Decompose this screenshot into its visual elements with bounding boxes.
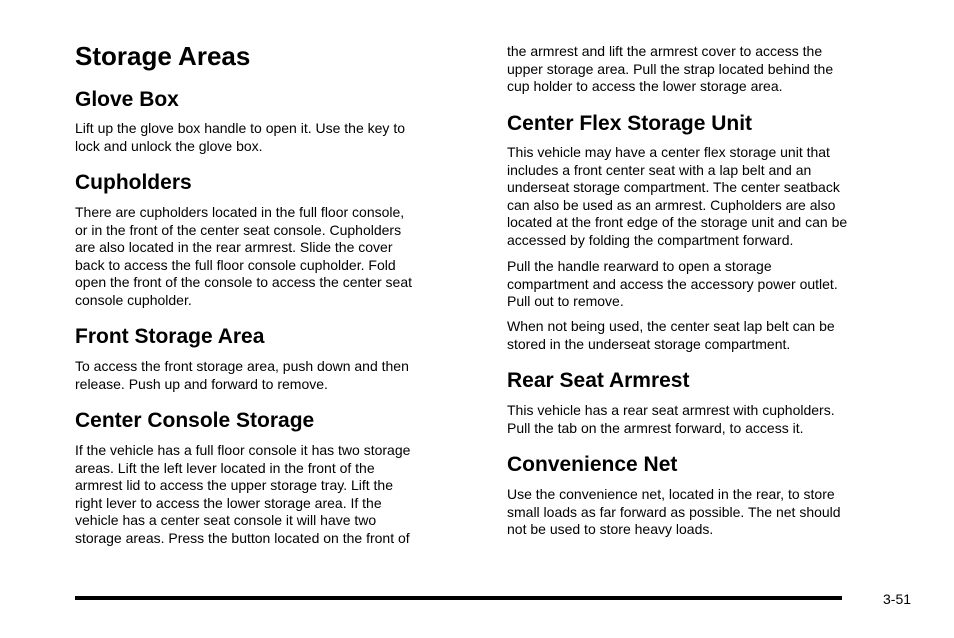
paragraph-center-console-storage	[75, 442, 475, 548]
footer-rule	[75, 596, 842, 600]
heading-convenience-net: Convenience Net	[507, 453, 678, 476]
paragraph-cupholders	[75, 204, 475, 310]
text-line: are also located in the rear armrest. Slide the cover	[75, 239, 393, 256]
paragraph-center-flex-2	[507, 258, 907, 311]
text-line: lock and unlock the glove box.	[75, 137, 263, 154]
text-line: underseat storage compartment. The center seatback	[507, 179, 840, 196]
paragraph-center-flex-1	[507, 144, 907, 250]
page-number: 3-51	[883, 591, 912, 607]
text-line: back to access the full floor console cupholder. Fold	[75, 256, 396, 273]
text-line: If the vehicle has a full floor console it has two storage	[75, 442, 411, 458]
heading-glove-box: Glove Box	[75, 88, 179, 111]
paragraph-center-flex-3	[507, 318, 907, 353]
text-line: There are cupholders located in the full floor console,	[75, 204, 405, 220]
text-line: not be used to store heavy loads.	[507, 521, 714, 538]
text-line: This vehicle has a rear seat armrest with cupholders.	[507, 402, 835, 418]
text-line: This vehicle may have a center flex storage unit that	[507, 144, 830, 160]
text-line: small loads as far forward as possible. The net should	[507, 503, 841, 520]
text-line: open the front of the console to access the center seat	[75, 274, 412, 291]
paragraph-rear-seat-armrest	[507, 402, 907, 437]
heading-center-flex-storage-unit: Center Flex Storage Unit	[507, 112, 753, 135]
text-line: Pull out to remove.	[507, 293, 624, 310]
text-line: storage areas. Press the button located on the front of	[75, 529, 410, 546]
text-line: located at the front edge of the storage unit and can be	[507, 214, 848, 231]
text-line: accessed by folding the compartment forward.	[507, 231, 794, 248]
page-title: Storage Areas	[75, 41, 251, 71]
text-line: armrest lid to access the upper storage tray. Lift the	[75, 477, 394, 494]
text-line: can also be used as an armrest. Cupholders are also	[507, 196, 836, 213]
text-line: Pull the handle rearward to open a storage	[507, 258, 772, 274]
text-line: Pull the tab on the armrest forward, to access it.	[507, 419, 804, 436]
heading-rear-seat-armrest: Rear Seat Armrest	[507, 369, 690, 392]
text-line: includes a front center seat with a lap belt and an	[507, 161, 812, 178]
paragraph-glove-box	[75, 120, 475, 155]
text-line: To access the front storage area, push down and then	[75, 358, 409, 374]
text-line: When not being used, the center seat lap belt can be	[507, 318, 835, 334]
text-line: areas. Lift the left lever located in the front of the	[75, 459, 375, 476]
text-line: upper storage area. Pull the strap located behind the	[507, 60, 834, 77]
text-line: compartment and access the accessory power outlet.	[507, 275, 838, 292]
paragraph-front-storage-area	[75, 358, 475, 393]
text-line: stored in the underseat storage compartment.	[507, 335, 791, 352]
heading-front-storage-area: Front Storage Area	[75, 325, 265, 348]
text-line: Lift up the glove box handle to open it. Use the key to	[75, 120, 405, 136]
text-line: or in the front of the center seat console. Cupholders	[75, 221, 402, 238]
text-line: console cupholder.	[75, 291, 192, 308]
heading-center-console-storage: Center Console Storage	[75, 409, 315, 432]
text-line: right lever to access the lower storage area. If the	[75, 494, 382, 511]
paragraph-convenience-net	[507, 486, 907, 539]
heading-cupholders: Cupholders	[75, 171, 192, 194]
text-line: the armrest and lift the armrest cover to access the	[507, 43, 823, 59]
paragraph-continuation	[507, 43, 907, 96]
text-line: release. Push up and forward to remove.	[75, 375, 328, 392]
text-line: vehicle has a center seat console it will have two	[75, 512, 377, 529]
text-line: cup holder to access the lower storage area.	[507, 78, 783, 95]
text-line: Use the convenience net, located in the rear, to store	[507, 486, 835, 502]
